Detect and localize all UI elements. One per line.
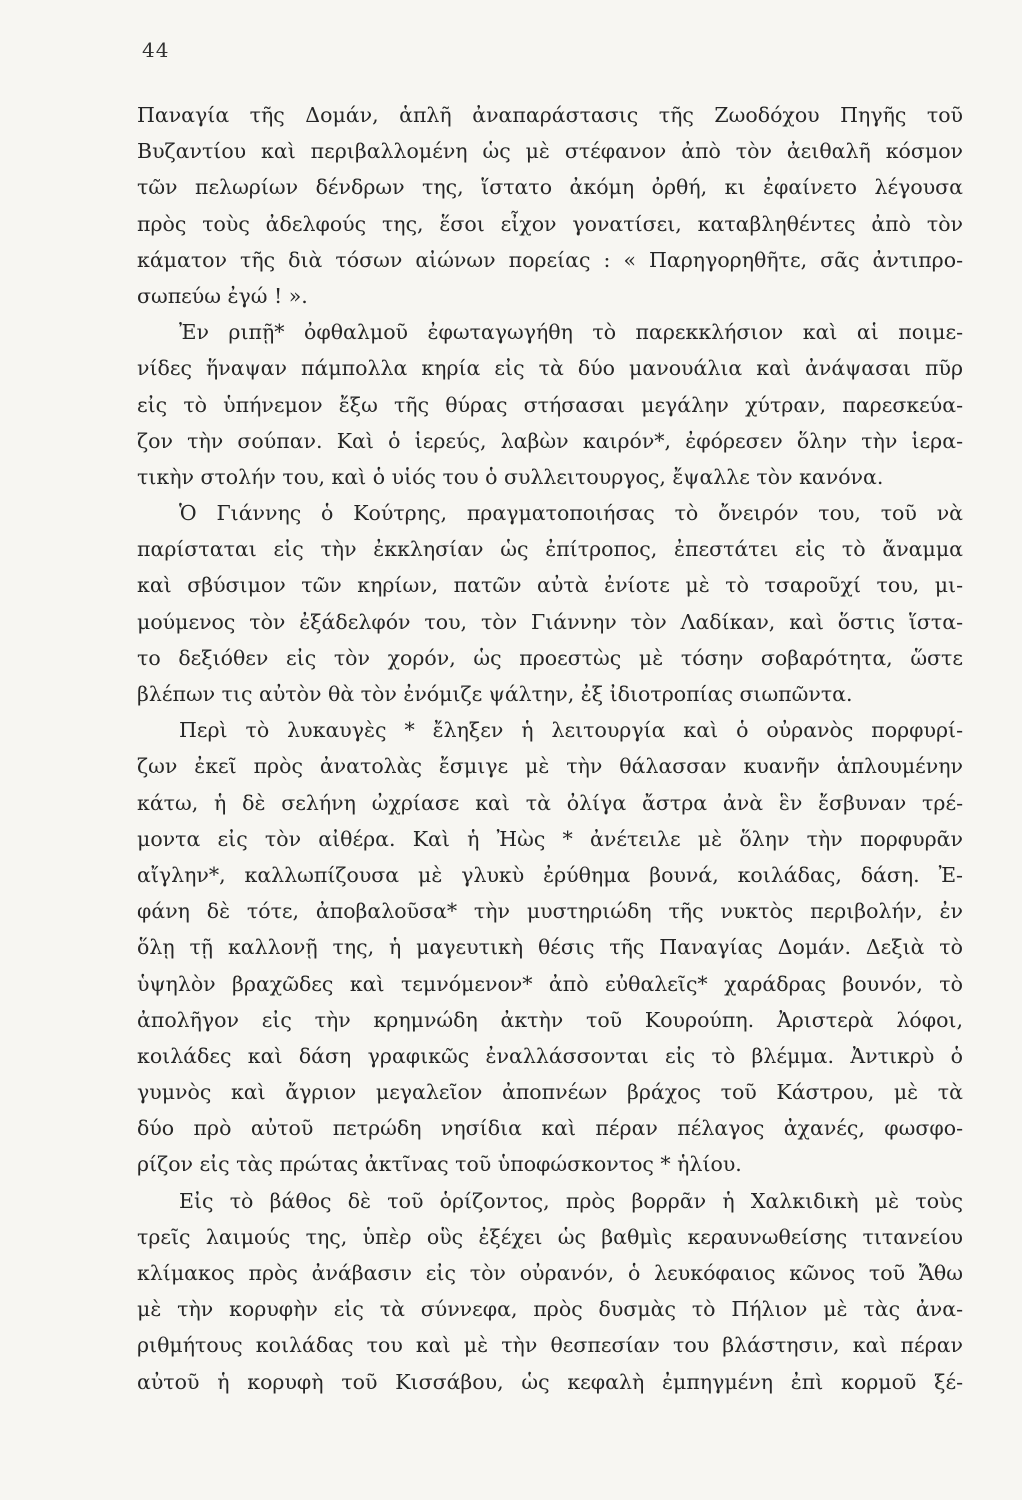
text-line: καὶ σβύσιμον τῶν κηρίων, πατῶν αὐτὰ ἐνίοτε μὲ τὸ τσαροῦχί του, μι- [137,573,963,598]
text-line: εἰς τὸ ὑπήνεμον ἔξω τῆς θύρας στήσασαι μεγάλην χύτραν, παρεσκεύα- [137,392,963,417]
text-line: το δεξιόθεν εἰς τὸν χορόν, ὡς προεστὼς μὲ τόσην σοβαρότητα, ὥστε [137,645,963,670]
text-line: πρὸς τοὺς ἀδελφούς της, ἕσοι εἶχον γονατίσει, καταβληθέντες ἀπὸ τὸν [137,211,963,236]
body-text [137,97,963,1400]
text-line: Ἐν ριπῇ* ὀφθαλμοῦ ἐφωταγωγήθη τὸ παρεκκλήσιον καὶ αἱ ποιμε- [179,320,963,345]
text-line: μοντα εἰς τὸν αἰθέρα. Καὶ ἡ Ἠὼς * ἀνέτειλε μὲ ὅλην τὴν πορφυρᾶν [137,826,963,851]
text-line: ὅλῃ τῇ καλλονῇ της, ἡ μαγευτικὴ θέσις τῆς Παναγίας Δομάν. Δεξιὰ τὸ [137,935,963,960]
text-line: κάματον τῆς διὰ τόσων αἰώνων πορείας : « Παρηγορηθῆτε, σᾶς ἀντιπρο- [137,247,963,272]
text-line: αὐτοῦ ἡ κορυφὴ τοῦ Κισσάβου, ὡς κεφαλὴ ἐμπηγμένη ἐπὶ κορμοῦ ξέ- [137,1369,963,1394]
text-line: αἴγλην*, καλλωπίζουσα μὲ γλυκὺ ἐρύθημα βουνά, κοιλάδας, δάση. Ἐ- [137,862,963,887]
text-line: ρίζον εἰς τὰς πρώτας ἀκτῖνας τοῦ ὑποφώσκοντος * ἡλίου. [137,1152,742,1177]
text-line: μὲ τὴν κορυφὴν εἰς τὰ σύννεφα, πρὸς δυσμὰς τὸ Πήλιον μὲ τὰς ἀνα- [137,1297,963,1322]
text-line: βλέπων τις αὐτὸν θὰ τὸν ἐνόμιζε ψάλτην, ἐξ ἰδιοτροπίας σιωπῶντα. [137,682,853,706]
page-number: 44 [142,38,170,62]
text-line: κάτω, ἡ δὲ σελήνη ὠχρίασε καὶ τὰ ὀλίγα ἄστρα ἀνὰ ἓν ἔσβυναν τρέ- [137,790,963,815]
text-line: γυμνὸς καὶ ἄγριον μεγαλεῖον ἀποπνέων βράχος τοῦ Κάστρου, μὲ τὰ [137,1080,963,1105]
text-line: τρεῖς λαιμούς της, ὑπὲρ οὓς ἐξέχει ὡς βαθμὶς κεραυνωθείσης τιτανείου [137,1224,963,1249]
text-line: τῶν πελωρίων δένδρων της, ἵστατο ἀκόμη ὀρθή, κι ἐφαίνετο λέγουσα [137,175,963,200]
text-line: ζων ἐκεῖ πρὸς ἀνατολὰς ἔσμιγε μὲ τὴν θάλασσαν κυανῆν ἁπλουμένην [137,754,963,779]
text-line: Παναγία τῆς Δομάν, ἁπλῆ ἀναπαράστασις τῆς Ζωοδόχου Πηγῆς τοῦ [137,103,963,127]
text-line: τικὴν στολήν του, καὶ ὁ υἱός του ὁ συλλειτουργος, ἔψαλλε τὸν κανόνα. [137,464,884,489]
text-line: Βυζαντίου καὶ περιβαλλομένη ὡς μὲ στέφανον ἀπὸ τὸν ἀειθαλῆ κόσμον [137,139,963,164]
text-line: Εἰς τὸ βάθος δὲ τοῦ ὁρίζοντος, πρὸς βορρᾶν ἡ Χαλκιδικὴ μὲ τοὺς [179,1188,963,1213]
text-line: Περὶ τὸ λυκαυγὲς * ἔληξεν ἡ λειτουργία καὶ ὁ οὐρανὸς πορφυρί- [179,718,963,743]
text-line: νίδες ἥναψαν πάμπολλα κηρία εἰς τὰ δύο μανουάλια καὶ ἀνάψασαι πῦρ [137,356,963,381]
text-line: μούμενος τὸν ἐξάδελφόν του, τὸν Γιάννην τὸν Λαδίκαν, καὶ ὅστις ἵστα- [137,609,963,634]
text-line: κλίμακος πρὸς ἀνάβασιν εἰς τὸν οὐρανόν, ὁ λευκόφαιος κῶνος τοῦ Ἄθω [137,1261,963,1285]
text-line: σωπεύω ἐγώ ! ». [137,283,308,308]
text-line: κοιλάδες καὶ δάση γραφικῶς ἐναλλάσσονται εἰς τὸ βλέμμα. Ἀντικρὺ ὁ [137,1043,963,1068]
text-line: ἀπολῆγον εἰς τὴν κρημνώδη ἀκτὴν τοῦ Κουρούπη. Ἀριστερὰ λόφοι, [137,1007,963,1032]
text-line: Ὁ Γιάννης ὁ Κούτρης, πραγματοποιήσας τὸ ὄνειρόν του, τοῦ νὰ [179,501,963,526]
text-line: ὑψηλὸν βραχῶδες καὶ τεμνόμενον* ἀπὸ εὐθαλεῖς* χαράδρας βουνόν, τὸ [137,971,963,996]
text-line: δύο πρὸ αὐτοῦ πετρώδη νησίδια καὶ πέραν πέλαγος ἀχανές, φωσφο- [137,1116,963,1141]
text-line: φάνη δὲ τότε, ἀποβαλοῦσα* τὴν μυστηριώδη τῆς νυκτὸς περιβολήν, ἐν [137,899,963,924]
text-line: παρίσταται εἰς τὴν ἐκκλησίαν ὡς ἐπίτροπος, ἐπεστάτει εἰς τὸ ἄναμμα [137,537,963,562]
text-line: ζον τὴν σούπαν. Καὶ ὁ ἱερεύς, λαβὼν καιρόν*, ἐφόρεσεν ὅλην τὴν ἱερα- [137,428,963,453]
text-line: ριθμήτους κοιλάδας του καὶ μὲ τὴν θεσπεσίαν του βλάστησιν, καὶ πέραν [137,1333,963,1358]
